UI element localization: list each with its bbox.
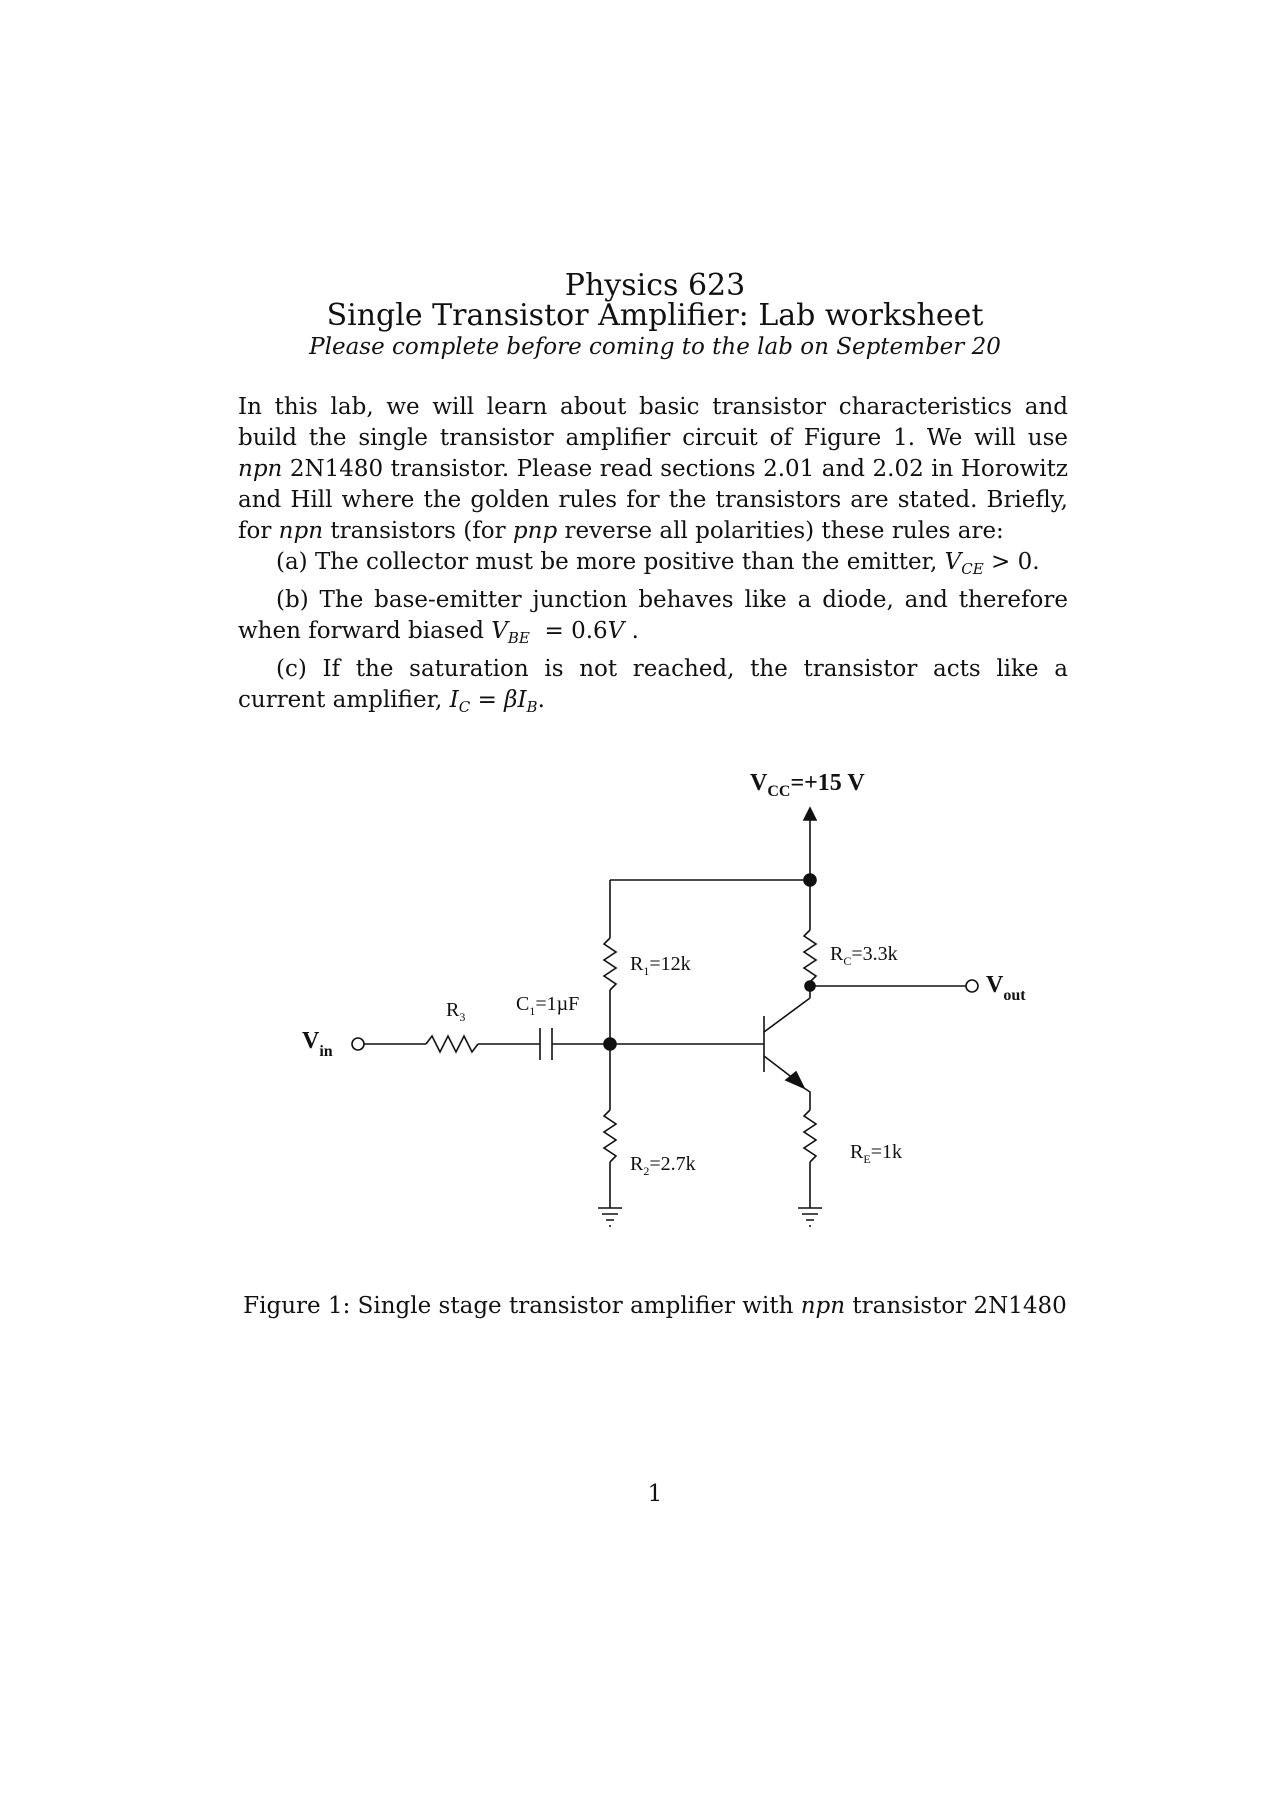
intro-npn-2: npn [278,518,324,544]
r2-label: $R_2=2.7k$ [630,1153,696,1178]
vout-label: $V_{out}$ [986,972,1026,1004]
c1-label: $C_1=1\mu F$ [516,993,580,1018]
caption-part-a: Figure 1: Single stage transistor amplifier with [243,1293,794,1319]
rule-c-eq: = βI [477,687,527,713]
course-title: Physics 623 [564,268,746,303]
r1-label: $R_1=12k$ [630,953,691,978]
rc-resistor [804,930,816,982]
rule-a-text: (a) The collector must be more positive than the emitter, [276,549,938,575]
r2-resistor [604,1110,616,1162]
c1-capacitor [540,1028,552,1060]
rule-c-sub: C [458,698,471,716]
r3-resistor [426,1036,478,1052]
ground-icon-re [798,1208,822,1226]
r3-label: $R_3$ [446,999,466,1024]
rule-a [238,547,1068,585]
vout-terminal [966,980,978,992]
intro-text [238,392,1068,723]
rule-b-sub: BE [507,629,530,647]
rule-b-text: (b) The base-emitter junction behaves like a diode, and therefore when forward biased [238,587,1068,644]
page-number: 1 [647,1481,663,1507]
transistor-collector [764,998,810,1032]
vcc-label: $V_{CC}=+15$ V [750,770,865,800]
rule-c-sub2: B [526,698,538,716]
figure-caption [0,1293,1280,1319]
vin-terminal [352,1038,364,1050]
rule-c-text: (c) If the saturation is not reached, the transistor acts like a current amplifier, [238,656,1068,713]
rule-b-v: V [491,618,508,644]
intro-npn: npn [238,456,283,482]
ground-icon-r2 [598,1208,622,1226]
rule-a-v: V [944,549,962,575]
caption-npn: npn [800,1293,846,1319]
worksheet-subtitle: Please complete before coming to the lab on September 20 [309,334,1001,360]
intro-s3: transistors (for [330,518,506,544]
emitter-wire [804,1088,810,1110]
rule-c [238,654,1068,723]
rule-b-eq: = 0.6 [544,618,608,644]
rule-b-end: . [631,618,639,644]
intro-s1: In this lab, we will learn about basic transistor characteristics and build the single transistor amplifier circuit of Figure 1. We will use [238,394,1068,451]
rule-c-i: I [449,687,459,713]
caption-part-b: transistor 2N1480 [852,1293,1067,1319]
vin-label: $V_{in}$ [302,1028,333,1060]
intro-pnp: pnp [512,518,558,544]
intro-s4: reverse all polarities) these rules are: [564,518,1004,544]
rule-a-rest: > 0. [991,549,1040,575]
intro-s2: 2N1480 transistor. Please read sections 2.01 and 2.02 in Horowitz and Hill where the golden rules for the transistors are stated. Briefly, for [238,456,1068,544]
amplifier-circuit-diagram [290,760,1050,1260]
rule-b-unit: V [607,618,625,644]
rule-b [238,585,1068,654]
re-label: $R_E=1k$ [850,1141,902,1166]
r1-resistor [604,938,616,990]
rc-label: $R_C=3.3k$ [830,943,898,968]
re-resistor [804,1110,816,1162]
vcc-arrow-head [804,808,816,820]
rule-a-sub: CE [961,560,984,578]
worksheet-title: Single Transistor Amplifier: Lab worksheet [326,298,984,333]
rule-c-end: . [537,687,545,713]
